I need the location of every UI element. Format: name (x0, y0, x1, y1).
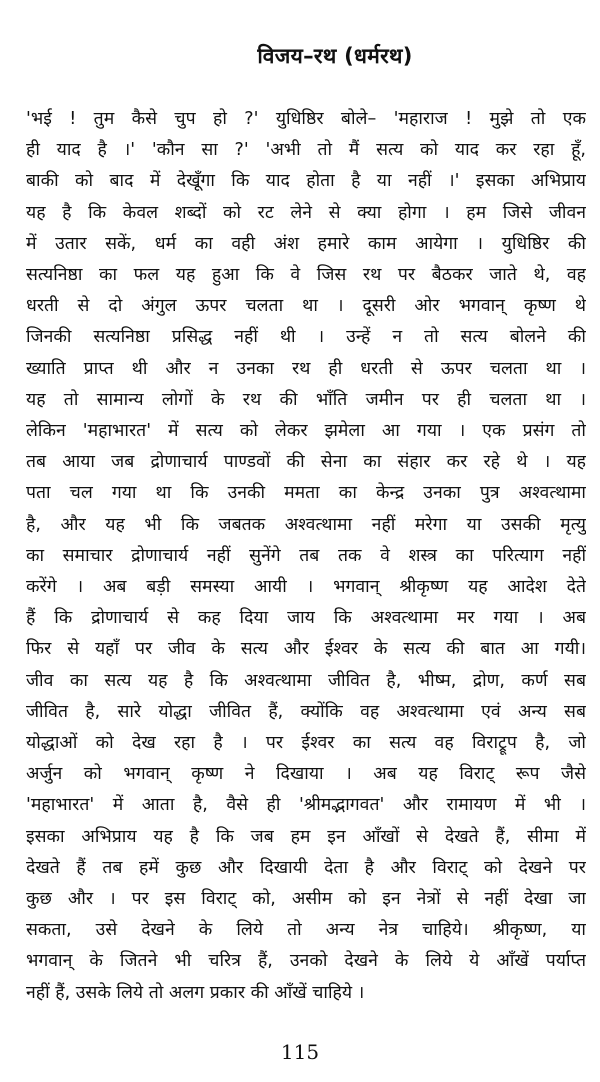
text-line: कुछ और । पर इस विराट् को, असीम को इन नेत्रों से नहीं देखा जा (26, 889, 586, 910)
running-header-title: विजय–रथ (धर्मरथ) (257, 44, 413, 68)
text-line: भगवान् के जितने भी चरित्र हैं, उनको देखने के लिये ये आँखें पर्याप्त (26, 951, 586, 972)
text-line: नहीं हैं, उसके लिये तो अलग प्रकार की आँखें चाहिये । (26, 982, 365, 1003)
text-line: जीव का सत्य यह है कि अश्वत्थामा जीवित है, भीष्म, द्रोण, कर्ण सब (26, 670, 586, 691)
text-line: सकता, उसे देखने के लिये तो अन्य नेत्र चाहिये। श्रीकृष्ण, या (26, 920, 586, 941)
text-line: जिनकी सत्यनिष्ठा प्रसिद्ध नहीं थी । उन्हें न तो सत्य बोलने की (26, 327, 586, 348)
text-line: जीवित है, सारे योद्धा जीवित हैं, क्योंकि वह अश्वत्थामा एवं अन्य सब (26, 701, 586, 722)
text-line: 'भई ! तुम कैसे चुप हो ?' युधिष्ठिर बोले– 'महाराज ! मुझे तो एक (26, 109, 586, 129)
text-line: ख्याति प्राप्त थी और न उनका रथ ही धरती से ऊपर चलता था । (26, 358, 586, 379)
text-line: इसका अभिप्राय यह है कि जब हम इन आँखों से देखते हैं, सीमा में (26, 826, 586, 847)
text-line: अर्जुन को भगवान् कृष्ण ने दिखाया । अब यह विराट् रूप जैसे (26, 764, 586, 785)
text-line: तब आया जब द्रोणाचार्य पाण्डवों की सेना का संहार कर रहे थे । यह (26, 452, 586, 473)
text-line: यह है कि केवल शब्दों को रट लेने से क्या होगा । हम जिसे जीवन (26, 202, 586, 223)
text-line: करेंगे । अब बड़ी समस्या आयी । भगवान् श्रीकृष्ण यह आदेश देते (26, 577, 586, 598)
text-line: लेकिन 'महाभारत' में सत्य को लेकर झमेला आ गया । एक प्रसंग तो (26, 421, 586, 442)
text-line: बाकी को बाद में देखूँगा कि याद होता है या नहीं ।' इसका अभिप्राय (26, 171, 586, 192)
text-line: ही याद है ।' 'कौन सा ?' 'अभी तो मैं सत्य को याद कर रहा हूँ, (26, 140, 586, 161)
body-paragraph (26, 104, 586, 1009)
text-line: योद्धाओं को देख रहा है । पर ईश्वर का सत्य वह विराट्रूप है, जो (26, 733, 586, 754)
text-line: यह तो सामान्य लोगों के रथ की भाँति जमीन पर ही चलता था । (26, 389, 586, 410)
text-line: का समाचार द्रोणाचार्य नहीं सुनेंगे तब तक वे शस्त्र का परित्याग नहीं (26, 545, 586, 566)
text-line: फिर से यहाँ पर जीव के सत्य और ईश्वर के सत्य की बात आ गयी। (26, 639, 586, 660)
text-line: हैं कि द्रोणाचार्य से कह दिया जाय कि अश्वत्थामा मर गया । अब (26, 608, 586, 629)
text-line: सत्यनिष्ठा का फल यह हुआ कि वे जिस रथ पर बैठकर जाते थे, वह (26, 265, 586, 286)
text-line: है, और यह भी कि जबतक अश्वत्थामा नहीं मरेगा या उसकी मृत्यु (26, 514, 586, 535)
text-line: देखते हैं तब हमें कुछ और दिखायी देता है और विराट् को देखने पर (26, 857, 586, 878)
text-line: 'महाभारत' में आता है, वैसे ही 'श्रीमद्भागवत' और रामायण में भी । (26, 795, 586, 816)
page-number: 115 (280, 1040, 320, 1064)
text-line: पता चल गया था कि उनकी ममता का केन्द्र उनका पुत्र अश्वत्थामा (26, 483, 586, 504)
text-line: धरती से दो अंगुल ऊपर चलता था । दूसरी ओर भगवान् कृष्ण थे (26, 296, 586, 317)
text-line: में उतार सकें, धर्म का वही अंश हमारे काम आयेगा । युधिष्ठिर की (26, 233, 586, 254)
